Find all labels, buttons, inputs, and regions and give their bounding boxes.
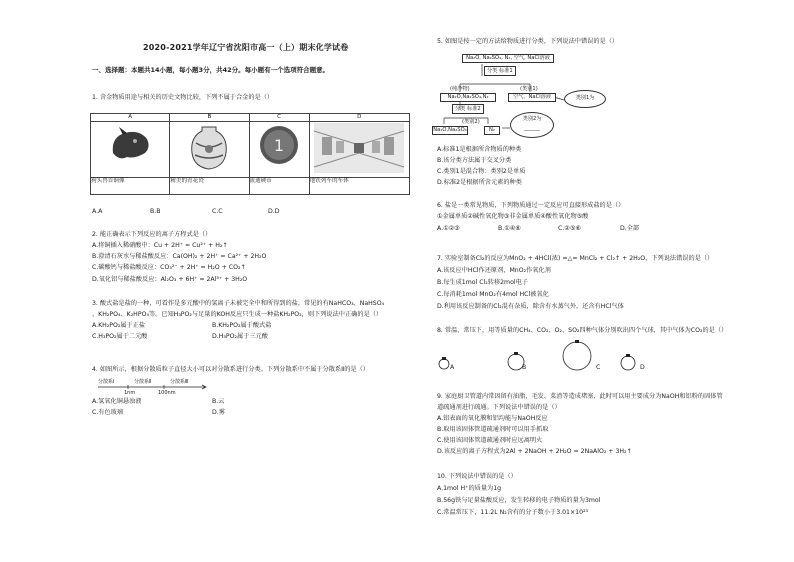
q5-stem: 5. 如图是按一定的方法给物质进行分类，下列说法中错误的是（） (437, 38, 619, 45)
q3-stem-line1: 3. 酸式盐是盐的一种，可看作是多元酸中的氢离子未被完全中和所得到的盐，常见的有NaHCO₃、NaHSO₄ (92, 300, 385, 307)
q9-option-b[interactable]: B.取用该固体管道疏通剂时可以用手抓取 (437, 426, 549, 433)
q5-option-a[interactable]: A.标准1是根据所含物质的种类 (437, 146, 522, 153)
q4-stem: 4. 如图所示，根据分散质粒子直径大小可以对分散系进行分类。下列分散系中不属于分散系Ⅱ的是（） (92, 366, 369, 373)
q5-option-d[interactable]: D.标准2是根据所含元素的种类 (437, 179, 522, 186)
q4-option-d[interactable]: D.雾 (212, 409, 225, 416)
q5-category-2-blank: ______ (524, 125, 540, 131)
q2-option-a[interactable]: A.将铜插入稀硝酸中：Cu + 2H⁺ = Cu²⁺ + H₂↑ (92, 242, 228, 249)
q6-option-b[interactable]: B.①④⑥ (498, 225, 521, 232)
q6-stem: 6. 盐是一类常见物质，下列物质通过一定反应可直接形成盐的是（） (437, 202, 625, 209)
q1-caption-a: 狗头兽首铜像 (91, 178, 170, 195)
q7-stem: 7. 实验室制备Cl₂的反应为MnO₂ + 4HCl(浓) =△= MnCl₂ + Cl₂↑ + 2H₂O，下列说法错误的是（） (437, 255, 714, 262)
q3-option-a[interactable]: A.KH₂PO₂属于正盐 (92, 322, 146, 329)
q3-option-c[interactable]: C.H₃PO₂属于二元酸 (92, 333, 148, 340)
q1-header-b: B (170, 114, 249, 122)
q2-option-d[interactable]: D.氧化铝与稀盐酸反应：Al₂O₃ + 6H⁺ = 2Al³⁺ + 3H₂O (92, 276, 248, 283)
q7-option-b[interactable]: B.每生成1mol Cl₂转移2mol电子 (437, 279, 528, 286)
q9-option-a[interactable]: A.铝表面的氧化膜和铝均能与NaOH反应 (437, 415, 548, 422)
q1-header-a: A (91, 114, 170, 122)
q5-mixture-box: 空气、NaCl溶液 (508, 93, 556, 102)
q1-caption-d: 地铁列车的车体 (309, 178, 409, 195)
q5-pure-box: Na₂O,Na₂SO₄,N₂ (440, 93, 496, 102)
q1-option-c[interactable]: C.C (212, 208, 223, 215)
q3-stem-line2: 、KH₂PO₄、K₂HPO₄等。已知H₃PO₂与足量的KOH反应只生成一种盐KH₂PO₂，则下列说法中正确的是（） (92, 311, 383, 318)
q7-option-d[interactable]: D.利用该反应制备的Cl₂混有杂质，除含有水蒸气外，还含有HCl气体 (437, 303, 624, 310)
balloon-c-icon (563, 342, 591, 370)
q7-option-c[interactable]: C.每消耗1mol MnO₂有4mol HCl被氧化 (437, 291, 549, 298)
q1-option-a[interactable]: A.A (92, 208, 103, 215)
q6-list: ①金属单质②碱性氧化物③非金属单质④酸性氧化物⑤酸 (437, 213, 589, 220)
q8-label-c[interactable]: C (596, 364, 601, 371)
q1-image-b (170, 122, 249, 178)
q6-option-c[interactable]: C.②⑤⑥ (558, 225, 581, 232)
q6-option-d[interactable]: D.全部 (620, 225, 640, 232)
q9-stem-line2: 道疏通剂进行疏通。下列说法中错误的是（） (437, 404, 561, 411)
coin-icon (257, 123, 301, 167)
q2-stem: 2. 能正确表示下列反应的离子方程式是（） (92, 231, 212, 238)
balloon-d-icon (621, 356, 635, 370)
q5-pure-label: (纯净物) (450, 86, 470, 92)
svg-text:1: 1 (273, 136, 285, 155)
section-heading: 一、选择题：本题共14小题，每小题3分，共42分。每小题有一个选项符合题意。 (92, 66, 330, 74)
q1-header-c: C (249, 114, 309, 122)
q9-stem-line1: 9. 家庭厨卫管道内常因留有油脂、毛发、菜渣等造成堵塞，此时可以用主要成分为NaOH和铝粉的固体管 (437, 393, 723, 400)
q1-image-c (249, 122, 309, 178)
q4-option-c[interactable]: C.有色玻璃 (92, 409, 124, 416)
q1-image-a (91, 122, 170, 178)
q1-image-d (309, 122, 409, 178)
porcelain-jar-icon (184, 123, 234, 173)
q10-option-b[interactable]: B.56g铁与足量盐酸反应，发生转移的电子物质的量为3mol (437, 497, 601, 504)
q5-root-box: Na₂O, Na₂SO₄, N₂, 空气, NaCl溶液 (462, 54, 554, 63)
q4-label-system-2: 分散系Ⅱ (134, 379, 152, 385)
q9-option-d[interactable]: D.该反应的离子方程式为2Al + 2NaOH + 2H₂O = 2NaAlO₂ + 3H₂↑ (437, 448, 632, 455)
q10-stem: 10. 下列说法中错误的是（） (437, 473, 517, 480)
q4-scale-line (98, 378, 208, 400)
q4-option-a[interactable]: A.氢氧化铜悬浊液 (92, 398, 142, 405)
q8-label-a[interactable]: A (450, 364, 455, 371)
q10-option-c[interactable]: C.常温常压下，11.2L N₂含有的分子数小于3.01×10²³ (437, 509, 589, 516)
q4-tick-1nm: 1nm (124, 390, 136, 396)
q6-option-a[interactable]: A.①②③ (437, 225, 460, 232)
q1-header-d: D (309, 114, 409, 122)
q5-option-b[interactable]: B.该分类方法属于交叉分类 (437, 157, 512, 164)
q5-category-1-text: 类别1为 (575, 95, 595, 101)
q4-option-b[interactable]: B.云 (212, 398, 225, 405)
q5-category-2-label: (类别2) (462, 119, 480, 125)
q1-option-b[interactable]: B.B (150, 208, 161, 215)
q4-label-system-1: 分散系Ⅰ (98, 379, 115, 385)
q5-option-c[interactable]: C.类别1是混合物：类别2是单质 (437, 168, 526, 175)
q8-stem: 8. 常温、常压下，用等质量的CH₄、CO₂、O₂、SO₂四种气体分别吹出四个气球，其中气体为CO₂的是（） (437, 327, 728, 334)
q5-n2-box: N₂ (484, 126, 500, 135)
q1-stem: 1. 含金物质用途与相关的历史文物比较，下列不属于合金的是（） (92, 94, 274, 101)
q8-label-b[interactable]: B (522, 364, 527, 371)
q10-option-a[interactable]: A.1mol H⁺的质量为1g (437, 485, 502, 492)
q5-compound-box: Na₂O,Na₂SO₄ (433, 127, 467, 133)
q1-caption-c: 流通硬币 (249, 178, 309, 195)
q4-label-system-3: 分散系Ⅲ (170, 379, 189, 385)
q8-label-d[interactable]: D (640, 364, 645, 371)
q3-option-b[interactable]: B.KH₂PO₂属于酸式盐 (212, 322, 272, 329)
q5-category-1-label: (类别1) (520, 86, 538, 92)
q7-option-a[interactable]: A.该反应中HCl作还原剂，MnO₂作氧化剂 (437, 267, 551, 274)
train-interior-icon (314, 123, 404, 173)
q5-category-2-ellipse (510, 112, 554, 138)
balloon-a-icon (439, 359, 449, 369)
q5-standard-2: 分类 标准2 (452, 104, 484, 114)
q4-dispersion-diagram (98, 378, 208, 400)
q1-option-d[interactable]: D.D (268, 208, 280, 215)
bronze-head-icon (105, 123, 155, 169)
q4-tick-100nm: 100nm (158, 390, 176, 396)
q5-category-2-text: 类别2为 (522, 116, 542, 122)
page-title: 2020-2021学年辽宁省沈阳市高一（上）期末化学试卷 (143, 43, 349, 52)
q3-option-d[interactable]: D.H₃PO₂属于三元酸 (212, 333, 268, 340)
q1-caption-b: 精美的青花瓷 (170, 178, 249, 195)
q9-option-c[interactable]: C.使用该固体管道疏通剂时应远离明火 (437, 437, 543, 444)
q8-balloons (432, 340, 752, 380)
q5-category-1-ellipse (564, 90, 606, 108)
q2-option-b[interactable]: B.澄清石灰水与稀盐酸反应：Ca(OH)₂ + 2H⁺ = Ca²⁺ + 2H₂O (92, 253, 267, 260)
q1-image-table (90, 113, 410, 195)
q5-standard-1: 分类 标准1 (484, 66, 516, 76)
q2-option-c[interactable]: C.碳酸钙与稀盐酸反应：CO₃²⁻ + 2H⁺ = H₂O + CO₂↑ (92, 264, 246, 271)
